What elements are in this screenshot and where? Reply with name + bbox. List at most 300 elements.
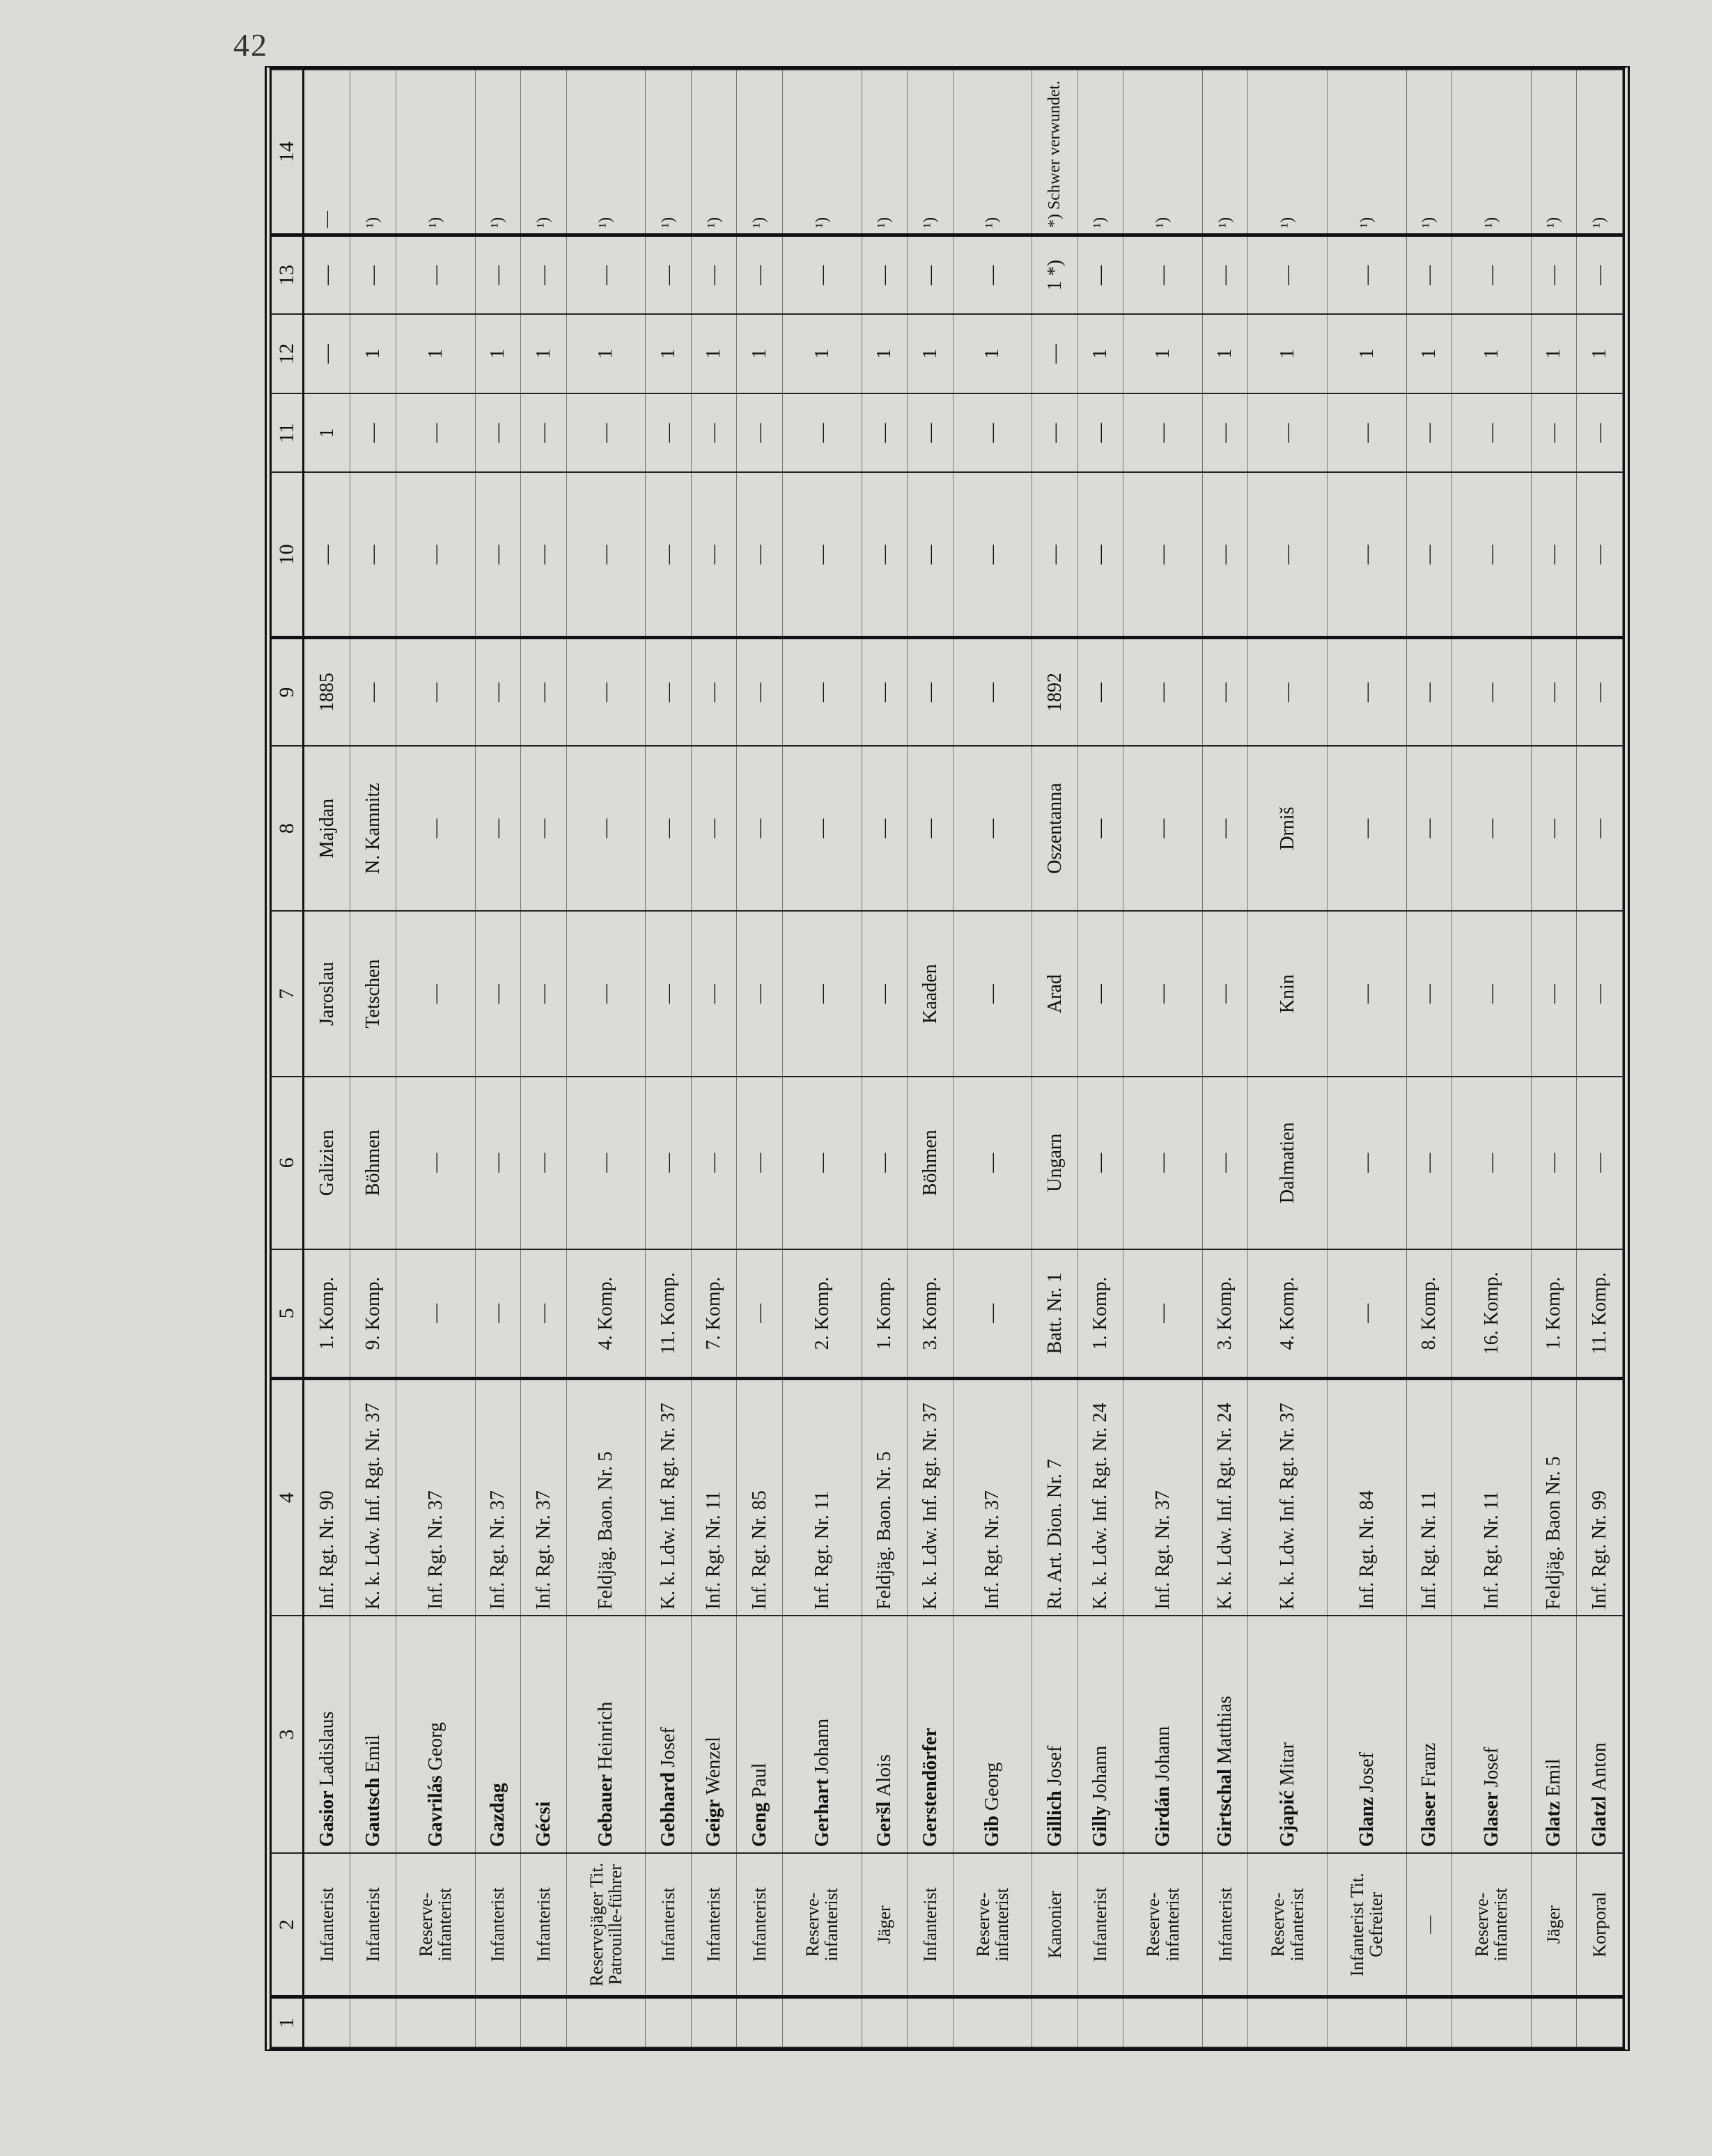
cell-rank: — (1406, 1853, 1452, 1997)
table-row (646, 70, 692, 2047)
cell-rank: Infanterist (646, 1853, 692, 1997)
given-name: Emil (362, 1735, 384, 1773)
cell-c11: — (396, 393, 476, 473)
cell-sub: 3. Komp. (1202, 1249, 1248, 1379)
cell-c13: — (691, 235, 737, 315)
cell-land: Dalmatien (1248, 1077, 1328, 1249)
surname: Gerstendörfer (919, 1728, 941, 1848)
cell-c1 (566, 1997, 646, 2047)
cell-c10: — (782, 472, 862, 638)
cell-rank: Infanterist (1202, 1853, 1248, 1997)
cell-place: — (646, 746, 692, 912)
given-name: Paul (748, 1763, 770, 1798)
table-row (782, 70, 862, 2047)
cell-land: — (646, 1077, 692, 1249)
cell-year: — (350, 638, 396, 746)
cell-sub: 2. Komp. (782, 1249, 862, 1379)
cell-land: — (691, 1077, 737, 1249)
cell-c14: ¹) (521, 70, 567, 235)
cell-c1 (691, 1997, 737, 2047)
table-body (304, 70, 1623, 2047)
cell-land: — (566, 1077, 646, 1249)
cell-c1 (1531, 1997, 1577, 2047)
cell-c1 (1077, 1997, 1123, 2047)
cell-district: Knin (1248, 911, 1328, 1077)
cell-c12: 1 (1531, 314, 1577, 393)
cell-land: — (475, 1077, 521, 1249)
cell-c10: — (350, 472, 396, 638)
cell-year: — (475, 638, 521, 746)
given-name: Alois (873, 1754, 896, 1797)
table-row (1406, 70, 1452, 2047)
cell-c14: ¹) (1202, 70, 1248, 235)
cell-place: — (782, 746, 862, 912)
cell-rank: Infanterist Tit. Gefreiter (1328, 1853, 1407, 1997)
cell-c13: — (521, 235, 567, 315)
cell-c14: ¹) (1248, 70, 1328, 235)
cell-c1 (1328, 1997, 1407, 2047)
table-row (566, 70, 646, 2047)
column-header-4: 4 (272, 1379, 304, 1616)
cell-rank: Reserve-infanterist (782, 1853, 862, 1997)
given-name: Emil (1543, 1758, 1565, 1797)
cell-c12: 1 (1202, 314, 1248, 393)
surname: Glanz (1355, 1797, 1378, 1848)
cell-sub: 8. Komp. (1406, 1249, 1452, 1379)
cell-unit: K. k. Ldw. Inf. Rgt. Nr. 37 (646, 1379, 692, 1616)
cell-c10: — (566, 472, 646, 638)
cell-sub: 11. Komp. (646, 1249, 692, 1379)
cell-sub: 1. Komp. (1077, 1249, 1123, 1379)
cell-c10: — (1248, 472, 1328, 638)
cell-c10: — (1531, 472, 1577, 638)
cell-place: — (396, 746, 476, 912)
table-row (1202, 70, 1248, 2047)
table-row (1577, 70, 1623, 2047)
cell-c10: — (953, 472, 1032, 638)
surname: Geng (748, 1802, 770, 1848)
cell-c10: — (1032, 472, 1078, 638)
given-name: Josef (1043, 1745, 1066, 1786)
cell-c12: — (304, 314, 350, 393)
cell-district: — (1452, 911, 1532, 1077)
name-cell (475, 1616, 521, 1853)
cell-district: — (691, 911, 737, 1077)
cell-unit: K. k. Ldw. Inf. Rgt. Nr. 37 (908, 1379, 954, 1616)
cell-place: Oszentanna (1032, 746, 1078, 912)
cell-c10: — (908, 472, 954, 638)
cell-place: — (953, 746, 1032, 912)
cell-c11: — (1202, 393, 1248, 473)
cell-rank: Reserve-infanterist (1123, 1853, 1203, 1997)
cell-c1 (646, 1997, 692, 2047)
cell-c14: ¹) (1328, 70, 1407, 235)
cell-c14: ¹) (953, 70, 1032, 235)
cell-place: — (1328, 746, 1407, 912)
given-name: Mitar (1277, 1742, 1299, 1786)
cell-c12: 1 (1077, 314, 1123, 393)
cell-c10: — (737, 472, 783, 638)
cell-c1 (737, 1997, 783, 2047)
cell-c10: — (521, 472, 567, 638)
cell-land: Böhmen (908, 1077, 954, 1249)
cell-c12: 1 (396, 314, 476, 393)
name-cell (782, 1616, 862, 1853)
name-cell (396, 1616, 476, 1853)
cell-sub: — (737, 1249, 783, 1379)
cell-year: — (737, 638, 783, 746)
cell-c14: ¹) (908, 70, 954, 235)
surname: Glatz (1543, 1801, 1565, 1848)
column-header-5: 5 (272, 1249, 304, 1379)
surname: Gautsch (362, 1777, 384, 1848)
name-cell (862, 1616, 908, 1853)
cell-sub: 11. Komp. (1577, 1249, 1623, 1379)
cell-unit: Inf. Rgt. Nr. 11 (782, 1379, 862, 1616)
given-name: Franz (1418, 1742, 1440, 1788)
cell-year: — (1202, 638, 1248, 746)
column-header-12: 12 (272, 314, 304, 393)
surname: Glaser (1418, 1792, 1440, 1848)
cell-land: — (1077, 1077, 1123, 1249)
cell-district: — (1077, 911, 1123, 1077)
table-row (1328, 70, 1407, 2047)
table-row (862, 70, 908, 2047)
cell-c13: — (304, 235, 350, 315)
cell-c10: — (646, 472, 692, 638)
name-cell (521, 1616, 567, 1853)
cell-c12: 1 (1577, 314, 1623, 393)
table-row (691, 70, 737, 2047)
cell-c1 (304, 1997, 350, 2047)
table-row (1248, 70, 1328, 2047)
cell-district: — (1202, 911, 1248, 1077)
cell-year: — (646, 638, 692, 746)
cell-district: — (475, 911, 521, 1077)
given-name: Georg (424, 1722, 446, 1771)
given-name: Matthias (1214, 1696, 1236, 1765)
cell-c14: ¹) (691, 70, 737, 235)
cell-c13: — (1406, 235, 1452, 315)
cell-c10: — (1452, 472, 1532, 638)
name-cell (1248, 1616, 1328, 1853)
name-cell (1328, 1616, 1407, 1853)
cell-c14: *) Schwer verwundet. (1032, 70, 1078, 235)
cell-c12: 1 (1123, 314, 1203, 393)
cell-c10: — (1577, 472, 1623, 638)
cell-sub: 16. Komp. (1452, 1249, 1532, 1379)
cell-c11: — (1531, 393, 1577, 473)
cell-land: — (953, 1077, 1032, 1249)
cell-c10: — (1328, 472, 1407, 638)
casualty-table (272, 69, 1623, 2048)
surname: Gécsi (532, 1801, 554, 1848)
column-header-9: 9 (272, 638, 304, 746)
surname: Gasior (316, 1790, 338, 1848)
cell-c10: — (304, 472, 350, 638)
cell-c12: 1 (566, 314, 646, 393)
cell-rank: Reserve-infanterist (1248, 1853, 1328, 1997)
cell-c11: — (1248, 393, 1328, 473)
cell-year: 1892 (1032, 638, 1078, 746)
cell-c14: ¹) (1406, 70, 1452, 235)
given-name: Wenzel (703, 1737, 725, 1795)
cell-c10: — (691, 472, 737, 638)
cell-land: — (1452, 1077, 1532, 1249)
name-cell (646, 1616, 692, 1853)
surname: Gilly (1089, 1806, 1112, 1848)
cell-c11: — (782, 393, 862, 473)
cell-c14: ¹) (350, 70, 396, 235)
cell-c1 (862, 1997, 908, 2047)
column-header-8: 8 (272, 746, 304, 912)
column-header-13: 13 (272, 235, 304, 315)
cell-c12: 1 (691, 314, 737, 393)
cell-land: — (737, 1077, 783, 1249)
table-row (475, 70, 521, 2047)
cell-year: — (691, 638, 737, 746)
given-name: Georg (981, 1762, 1004, 1811)
name-cell (1452, 1616, 1532, 1853)
cell-c11: — (1123, 393, 1203, 473)
cell-unit: K. k. Ldw. Inf. Rgt. Nr. 24 (1202, 1379, 1248, 1616)
cell-district: — (1577, 911, 1623, 1077)
name-cell (1577, 1616, 1623, 1853)
cell-c14: ¹) (646, 70, 692, 235)
cell-place: — (1531, 746, 1577, 912)
cell-c12: 1 (475, 314, 521, 393)
cell-place: — (1577, 746, 1623, 912)
cell-unit: Feldjäg. Baon. Nr. 5 (862, 1379, 908, 1616)
cell-unit: Inf. Rgt. Nr. 37 (475, 1379, 521, 1616)
given-name: Josef (657, 1727, 679, 1767)
casualty-table-frame (265, 66, 1630, 2051)
cell-rank: Reservejäger Tit. Patrouille-führer (566, 1853, 646, 1997)
surname: Gazdag (487, 1783, 509, 1848)
cell-c11: — (475, 393, 521, 473)
cell-c12: 1 (737, 314, 783, 393)
cell-c10: — (862, 472, 908, 638)
cell-c13: — (646, 235, 692, 315)
cell-year: — (1328, 638, 1407, 746)
page-number: 42 (233, 27, 268, 63)
given-name: Heinrich (595, 1701, 617, 1770)
cell-c10: — (475, 472, 521, 638)
column-header-14: 14 (272, 70, 304, 235)
cell-district: — (1531, 911, 1577, 1077)
cell-place: — (1406, 746, 1452, 912)
cell-rank: Infanterist (1077, 1853, 1123, 1997)
cell-c13: — (1452, 235, 1532, 315)
cell-unit: Inf. Rgt. Nr. 84 (1328, 1379, 1407, 1616)
cell-year: — (396, 638, 476, 746)
column-header-3: 3 (272, 1616, 304, 1853)
cell-c14: ¹) (782, 70, 862, 235)
name-cell (1531, 1616, 1577, 1853)
cell-c11: — (691, 393, 737, 473)
cell-place: — (691, 746, 737, 912)
cell-sub: 4. Komp. (1248, 1249, 1328, 1379)
cell-c10: — (1123, 472, 1203, 638)
cell-c10: — (1406, 472, 1452, 638)
cell-year: — (566, 638, 646, 746)
surname: Gillich (1043, 1790, 1066, 1848)
cell-year: — (1248, 638, 1328, 746)
cell-c1 (1452, 1997, 1532, 2047)
name-cell (566, 1616, 646, 1853)
given-name: Josef (1355, 1752, 1378, 1792)
cell-sub: — (396, 1249, 476, 1379)
cell-c12: 1 (1248, 314, 1328, 393)
cell-place: — (737, 746, 783, 912)
cell-unit: Inf. Rgt. Nr. 37 (521, 1379, 567, 1616)
cell-sub: — (1123, 1249, 1203, 1379)
cell-c12: 1 (646, 314, 692, 393)
surname: Glaser (1480, 1792, 1502, 1848)
cell-c11: — (1077, 393, 1123, 473)
table-row (1077, 70, 1123, 2047)
cell-c11: — (737, 393, 783, 473)
cell-c13: — (475, 235, 521, 315)
column-header-7: 7 (272, 911, 304, 1077)
cell-c12: 1 (908, 314, 954, 393)
cell-c14: ¹) (1123, 70, 1203, 235)
cell-place: — (475, 746, 521, 912)
cell-rank: Infanterist (350, 1853, 396, 1997)
cell-c11: — (862, 393, 908, 473)
cell-unit: Inf. Rgt. Nr. 90 (304, 1379, 350, 1616)
cell-district: — (953, 911, 1032, 1077)
table-row (304, 70, 350, 2047)
cell-c14: ¹) (1577, 70, 1623, 235)
cell-year: — (862, 638, 908, 746)
given-name: Ladislaus (316, 1711, 338, 1786)
cell-c14: ¹) (1452, 70, 1532, 235)
cell-c14: ¹) (737, 70, 783, 235)
cell-year: — (1452, 638, 1532, 746)
cell-c1 (396, 1997, 476, 2047)
cell-unit: Inf. Rgt. Nr. 37 (953, 1379, 1032, 1616)
surname: Gebauer (595, 1774, 617, 1848)
cell-land: — (1123, 1077, 1203, 1249)
cell-land: — (396, 1077, 476, 1249)
cell-unit: K. k. Ldw. Inf. Rgt. Nr. 37 (1248, 1379, 1328, 1616)
cell-c11: — (1452, 393, 1532, 473)
surname: Gjapić (1277, 1790, 1299, 1848)
cell-rank: Infanterist (475, 1853, 521, 1997)
cell-land: Galizien (304, 1077, 350, 1249)
cell-unit: Inf. Rgt. Nr. 11 (1452, 1379, 1532, 1616)
cell-land: — (782, 1077, 862, 1249)
name-cell (1032, 1616, 1078, 1853)
cell-unit: Inf. Rgt. Nr. 37 (1123, 1379, 1203, 1616)
cell-sub: 1. Komp. (304, 1249, 350, 1379)
cell-year: 1885 (304, 638, 350, 746)
cell-c13: — (953, 235, 1032, 315)
cell-rank: Reserve-infanterist (953, 1853, 1032, 1997)
cell-c1 (350, 1997, 396, 2047)
cell-c1 (1248, 1997, 1328, 2047)
cell-rank: Infanterist (691, 1853, 737, 1997)
column-header-6: 6 (272, 1077, 304, 1249)
surname: Gib (981, 1815, 1004, 1848)
cell-district: — (862, 911, 908, 1077)
table-row (1531, 70, 1577, 2047)
surname: Gavrilás (424, 1775, 446, 1848)
header-row (272, 70, 304, 2047)
cell-c1 (521, 1997, 567, 2047)
cell-c14: ¹) (1531, 70, 1577, 235)
name-cell (350, 1616, 396, 1853)
cell-district: — (1123, 911, 1203, 1077)
name-cell (1406, 1616, 1452, 1853)
surname: Gebhard (657, 1772, 679, 1848)
cell-rank: Infanterist (737, 1853, 783, 1997)
cell-c11: — (908, 393, 954, 473)
cell-land: — (1328, 1077, 1407, 1249)
cell-c13: — (1531, 235, 1577, 315)
cell-place: — (521, 746, 567, 912)
cell-c13: — (1077, 235, 1123, 315)
cell-unit: Inf. Rgt. Nr. 37 (396, 1379, 476, 1616)
surname: Girtschal (1214, 1769, 1236, 1848)
cell-unit: Feldjäg. Baon Nr. 5 (1531, 1379, 1577, 1616)
cell-rank: Korporal (1577, 1853, 1623, 1997)
name-cell (1123, 1616, 1203, 1853)
cell-c1 (1577, 1997, 1623, 2047)
given-name: Josef (1480, 1747, 1502, 1788)
cell-year: — (521, 638, 567, 746)
cell-c13: — (350, 235, 396, 315)
cell-unit: Inf. Rgt. Nr. 11 (691, 1379, 737, 1616)
cell-rank: Kanonier (1032, 1853, 1078, 1997)
cell-c1 (475, 1997, 521, 2047)
cell-land: Böhmen (350, 1077, 396, 1249)
cell-c13: — (782, 235, 862, 315)
cell-c13: — (1248, 235, 1328, 315)
cell-c1 (1406, 1997, 1452, 2047)
cell-c11: — (566, 393, 646, 473)
cell-rank: Infanterist (304, 1853, 350, 1997)
cell-c12: 1 (953, 314, 1032, 393)
cell-place: — (908, 746, 954, 912)
cell-district: Jaroslau (304, 911, 350, 1077)
cell-c10: — (1202, 472, 1248, 638)
cell-c12: 1 (862, 314, 908, 393)
cell-c1 (1123, 1997, 1203, 2047)
cell-sub: — (475, 1249, 521, 1379)
cell-place: — (566, 746, 646, 912)
column-header-1: 1 (272, 1997, 304, 2047)
table-row (350, 70, 396, 2047)
cell-rank: Reserve-infanterist (396, 1853, 476, 1997)
cell-c13: 1 *) (1032, 235, 1078, 315)
cell-c11: — (1406, 393, 1452, 473)
cell-district: — (782, 911, 862, 1077)
column-header-10: 10 (272, 472, 304, 638)
cell-c13: — (1577, 235, 1623, 315)
cell-c11: — (1032, 393, 1078, 473)
table-row (737, 70, 783, 2047)
cell-land: — (1577, 1077, 1623, 1249)
table-row (1452, 70, 1532, 2047)
cell-sub: 9. Komp. (350, 1249, 396, 1379)
cell-c14: ¹) (396, 70, 476, 235)
cell-land: — (1531, 1077, 1577, 1249)
given-name: Anton (1588, 1742, 1610, 1792)
surname: Geigr (703, 1799, 725, 1848)
cell-district: — (737, 911, 783, 1077)
